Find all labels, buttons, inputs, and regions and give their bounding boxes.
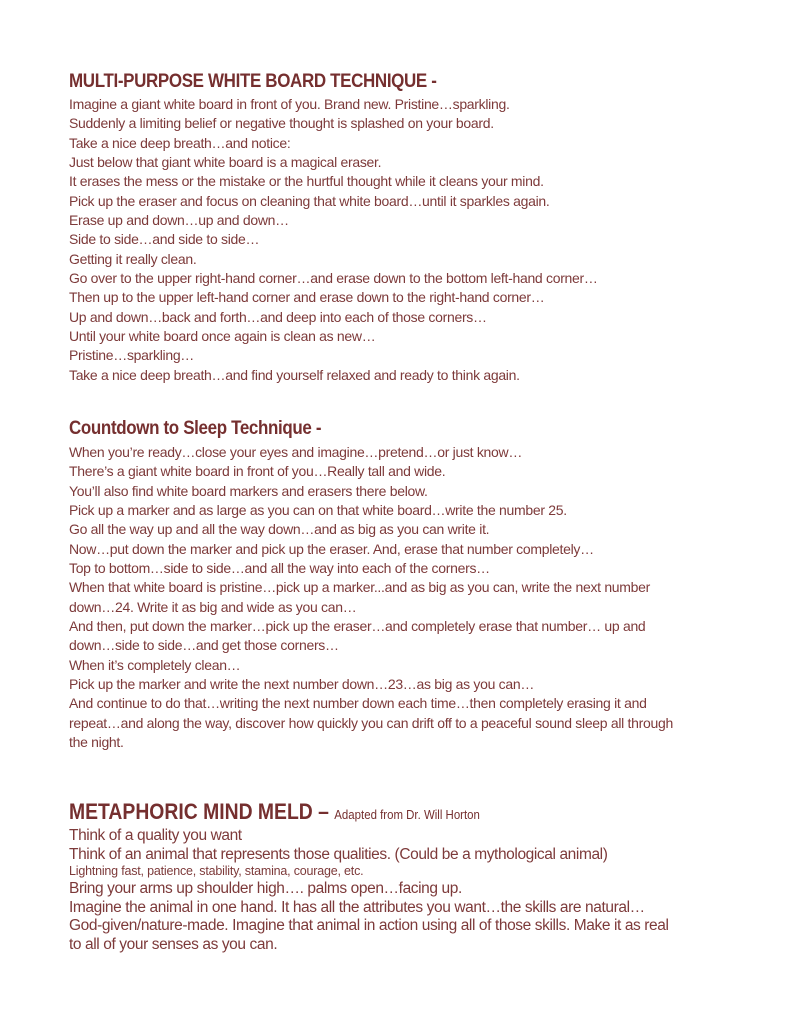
text-line: the night. (69, 733, 124, 750)
section-heading-metaphoric-mind-meld (69, 799, 480, 828)
text-line: Lightning fast, patience, stability, stamina, courage, etc. (69, 864, 364, 879)
text-line: When it’s completely clean… (69, 656, 241, 673)
text-line: Then up to the upper left-hand corner and erase down to the right-hand corner… (69, 289, 545, 306)
text-line: down…24. Write it as big and wide as you can… (69, 598, 357, 615)
text-line: Go all the way up and all the way down…and as big as you can write it. (69, 521, 490, 538)
heading-title-text: METAPHORIC MIND MELD – (69, 799, 335, 824)
text-line: Pick up the marker and write the next number down…23…as big as you can… (69, 675, 535, 692)
text-line: It erases the mess or the mistake or the hurtful thought while it cleans your mind. (69, 173, 544, 190)
text-line: Imagine the animal in one hand. It has all the attributes you want…the skills are natural… (69, 898, 645, 916)
text-line: When that white board is pristine…pick up a marker...and as big as you can, write the next number (69, 579, 650, 596)
text-line: And continue to do that…writing the next number down each time…then completely erasing it and (69, 695, 647, 712)
text-line: Getting it really clean. (69, 250, 197, 267)
text-line: Up and down…back and forth…and deep into each of those corners… (69, 308, 487, 325)
text-line: Pick up a marker and as large as you can on that white board…write the number 25. (69, 501, 567, 518)
section-heading-whiteboard-technique: MULTI-PURPOSE WHITE BOARD TECHNIQUE - (69, 70, 437, 92)
text-line: down…side to side…and get those corners… (69, 637, 339, 654)
text-line: Take a nice deep breath…and notice: (69, 134, 291, 151)
section-body-countdown-to-sleep (69, 443, 673, 752)
text-line: Pristine…sparkling… (69, 347, 195, 364)
text-line: Just below that giant white board is a magical eraser. (69, 153, 382, 170)
text-line: Bring your arms up shoulder high…. palms open…facing up. (69, 880, 462, 897)
text-line: repeat…and along the way, discover how quickly you can drift off to a peaceful sound sleep all through (69, 714, 673, 731)
text-line: Pick up the eraser and focus on cleaning that white board…until it sparkles again. (69, 192, 550, 209)
text-line: There’s a giant white board in front of you…Really tall and wide. (69, 463, 446, 480)
text-line: Go over to the upper right-hand corner…and erase down to the bottom left-hand corner… (69, 269, 598, 286)
text-line: Top to bottom…side to side…and all the way into each of the corners… (69, 559, 490, 576)
text-line: Think of a quality you want (69, 827, 242, 844)
section-heading-countdown-to-sleep: Countdown to Sleep Technique - (69, 417, 322, 439)
text-line: Erase up and down…up and down… (69, 211, 289, 228)
section-body-metaphoric-mind-meld (69, 827, 669, 955)
heading-attribution-text: Adapted from Dr. Will Horton (334, 807, 480, 822)
text-line: Now…put down the marker and pick up the eraser. And, erase that number completely… (69, 540, 594, 557)
text-line: Imagine a giant white board in front of you. Brand new. Pristine…sparkling. (69, 96, 510, 112)
text-line: God-given/nature-made. Imagine that animal in action using all of those skills. Make it as real (69, 917, 669, 935)
text-line: When you’re ready…close your eyes and imagine…pretend…or just know… (69, 444, 523, 460)
text-line: Take a nice deep breath…and find yourself relaxed and ready to think again. (69, 366, 520, 383)
text-line: Think of an animal that represents those qualities. (Could be a mythological animal) (69, 845, 608, 863)
section-body-whiteboard-technique (69, 95, 598, 385)
text-line: Side to side…and side to side… (69, 231, 260, 248)
text-line: Suddenly a limiting belief or negative thought is splashed on your board. (69, 115, 494, 132)
text-line: Until your white board once again is clean as new… (69, 327, 376, 344)
text-line: You’ll also find white board markers and erasers there below. (69, 482, 428, 499)
text-line: And then, put down the marker…pick up the eraser…and completely erase that number… up and (69, 617, 646, 634)
text-line: to all of your senses as you can. (69, 936, 278, 954)
